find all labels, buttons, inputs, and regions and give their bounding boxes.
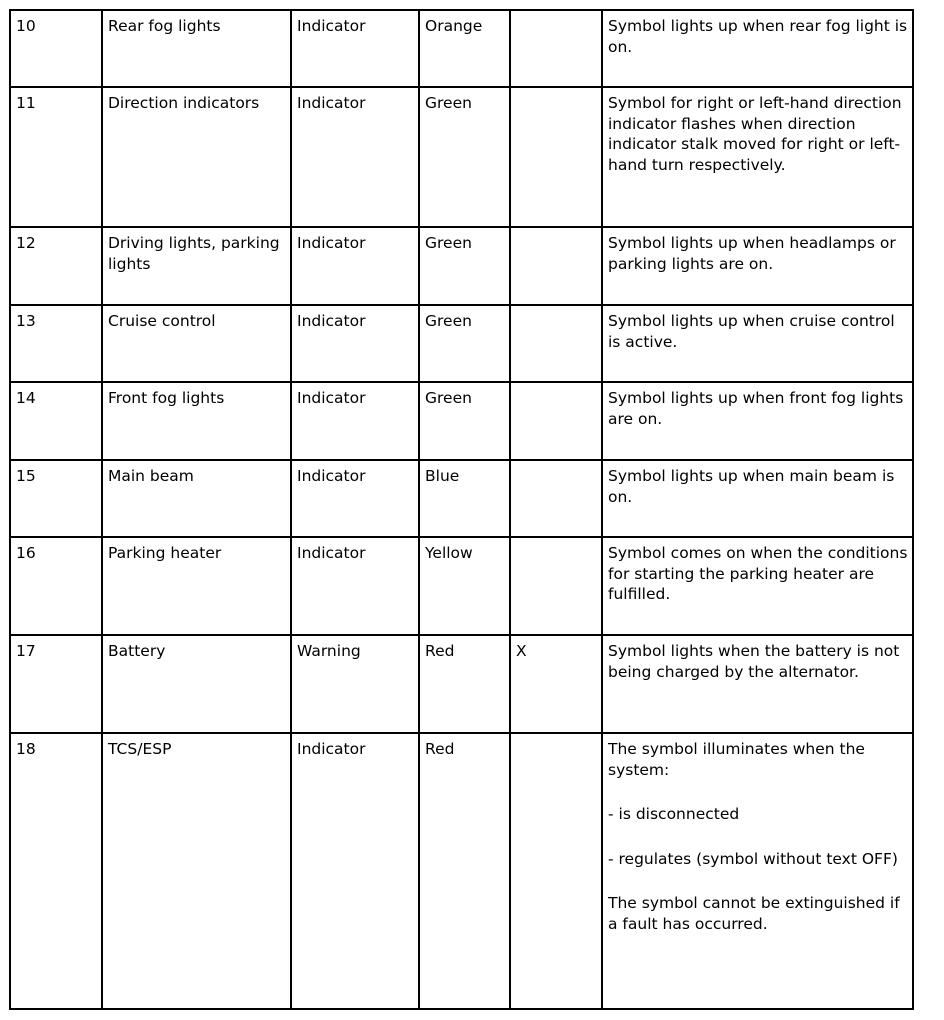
description-paragraph: Symbol comes on when the conditions for starting the parking heater are fulfilled. [608,544,908,603]
lamp-type-text: Indicator [297,740,366,758]
table-body [10,10,913,1009]
colour-cell [419,382,510,460]
lamp-type-cell [291,87,419,227]
colour-cell [419,460,510,537]
description-cell [602,537,913,635]
function-cell [102,382,291,460]
function-text: Main beam [108,467,194,485]
colour-cell [419,227,510,305]
lamp-type-text: Indicator [297,17,366,35]
row-number-cell [10,10,102,87]
row-number-text: 16 [16,544,36,562]
description-paragraph: The symbol illuminates when the system: [608,740,865,779]
description-cell [602,635,913,733]
function-text: Driving lights, parking lights [108,234,280,273]
lamp-type-cell [291,10,419,87]
lamp-type-cell [291,305,419,382]
lamp-type-text: Indicator [297,234,366,252]
lamp-type-cell [291,460,419,537]
description-cell [602,305,913,382]
lamp-type-text: Indicator [297,94,366,112]
function-text: Direction indicators [108,94,260,112]
function-cell [102,227,291,305]
description-cell [602,382,913,460]
table-row [10,537,913,635]
row-number-text: 17 [16,642,36,660]
description-paragraph: Symbol for right or left-hand direction indicator flashes when direction indicator stalk moved for right or left-hand turn respectively. [608,94,902,174]
table-row [10,382,913,460]
lamp-type-text: Indicator [297,544,366,562]
description-cell [602,10,913,87]
lamp-type-cell [291,382,419,460]
mark-cell [510,635,602,733]
row-number-cell [10,460,102,537]
table-row [10,305,913,382]
function-text: Battery [108,642,166,660]
mark-cell [510,305,602,382]
description-paragraph: Symbol lights up when cruise control is active. [608,312,895,351]
colour-cell [419,733,510,1009]
function-cell [102,87,291,227]
description-paragraph: Symbol lights up when headlamps or parking lights are on. [608,234,896,273]
description-cell [602,733,913,1009]
colour-text: Red [425,642,455,660]
row-number-cell [10,382,102,460]
mark-cell [510,10,602,87]
table-row [10,10,913,87]
lamp-type-cell [291,227,419,305]
mark-cell [510,382,602,460]
function-text: TCS/ESP [108,740,172,758]
function-cell [102,460,291,537]
colour-text: Green [425,234,472,252]
colour-cell [419,635,510,733]
function-cell [102,635,291,733]
row-number-cell [10,305,102,382]
row-number-text: 14 [16,389,36,407]
description-cell [602,460,913,537]
function-text: Parking heater [108,544,222,562]
row-number-text: 10 [16,17,36,35]
description-paragraph: - regulates (symbol without text OFF) [608,849,898,868]
description-paragraph: Symbol lights up when front fog lights are on. [608,389,904,428]
colour-cell [419,537,510,635]
table-row [10,733,913,1009]
colour-cell [419,10,510,87]
colour-cell [419,305,510,382]
colour-text: Green [425,312,472,330]
row-number-text: 15 [16,467,36,485]
description-cell [602,87,913,227]
lamp-type-text: Indicator [297,389,366,407]
row-number-text: 12 [16,234,36,252]
mark-cell [510,460,602,537]
colour-text: Blue [425,467,460,485]
row-number-cell [10,635,102,733]
lamp-type-cell [291,635,419,733]
function-cell [102,10,291,87]
function-text: Front fog lights [108,389,225,407]
mark-cell [510,87,602,227]
description-paragraph: Symbol lights when the battery is not being charged by the alternator. [608,642,900,681]
table-row [10,87,913,227]
mark-cell [510,227,602,305]
table-row [10,227,913,305]
lamp-type-text: Warning [297,642,361,660]
function-cell [102,305,291,382]
colour-cell [419,87,510,227]
row-number-cell [10,537,102,635]
lamp-type-cell [291,733,419,1009]
table-row [10,635,913,733]
row-number-cell [10,87,102,227]
function-cell [102,537,291,635]
colour-text: Green [425,389,472,407]
warning-lamp-table [9,9,914,1010]
colour-text: Yellow [425,544,473,562]
description-cell [602,227,913,305]
function-text: Cruise control [108,312,216,330]
mark-cell [510,537,602,635]
description-paragraph: Symbol lights up when main beam is on. [608,467,895,506]
mark-cell [510,733,602,1009]
lamp-type-text: Indicator [297,467,366,485]
description-paragraph: - is disconnected [608,805,740,823]
description-paragraph: The symbol cannot be extinguished if a fault has occurred. [608,894,900,933]
colour-text: Green [425,94,472,112]
row-number-cell [10,733,102,1009]
row-number-cell [10,227,102,305]
description-paragraph: Symbol lights up when rear fog light is on. [608,17,908,56]
colour-text: Orange [425,17,483,35]
lamp-type-text: Indicator [297,312,366,330]
row-number-text: 11 [16,94,36,112]
lamp-type-cell [291,537,419,635]
colour-text: Red [425,740,455,758]
table-row [10,460,913,537]
function-cell [102,733,291,1009]
function-text: Rear fog lights [108,17,221,35]
row-number-text: 18 [16,740,36,758]
mark-text: X [516,642,527,660]
row-number-text: 13 [16,312,36,330]
